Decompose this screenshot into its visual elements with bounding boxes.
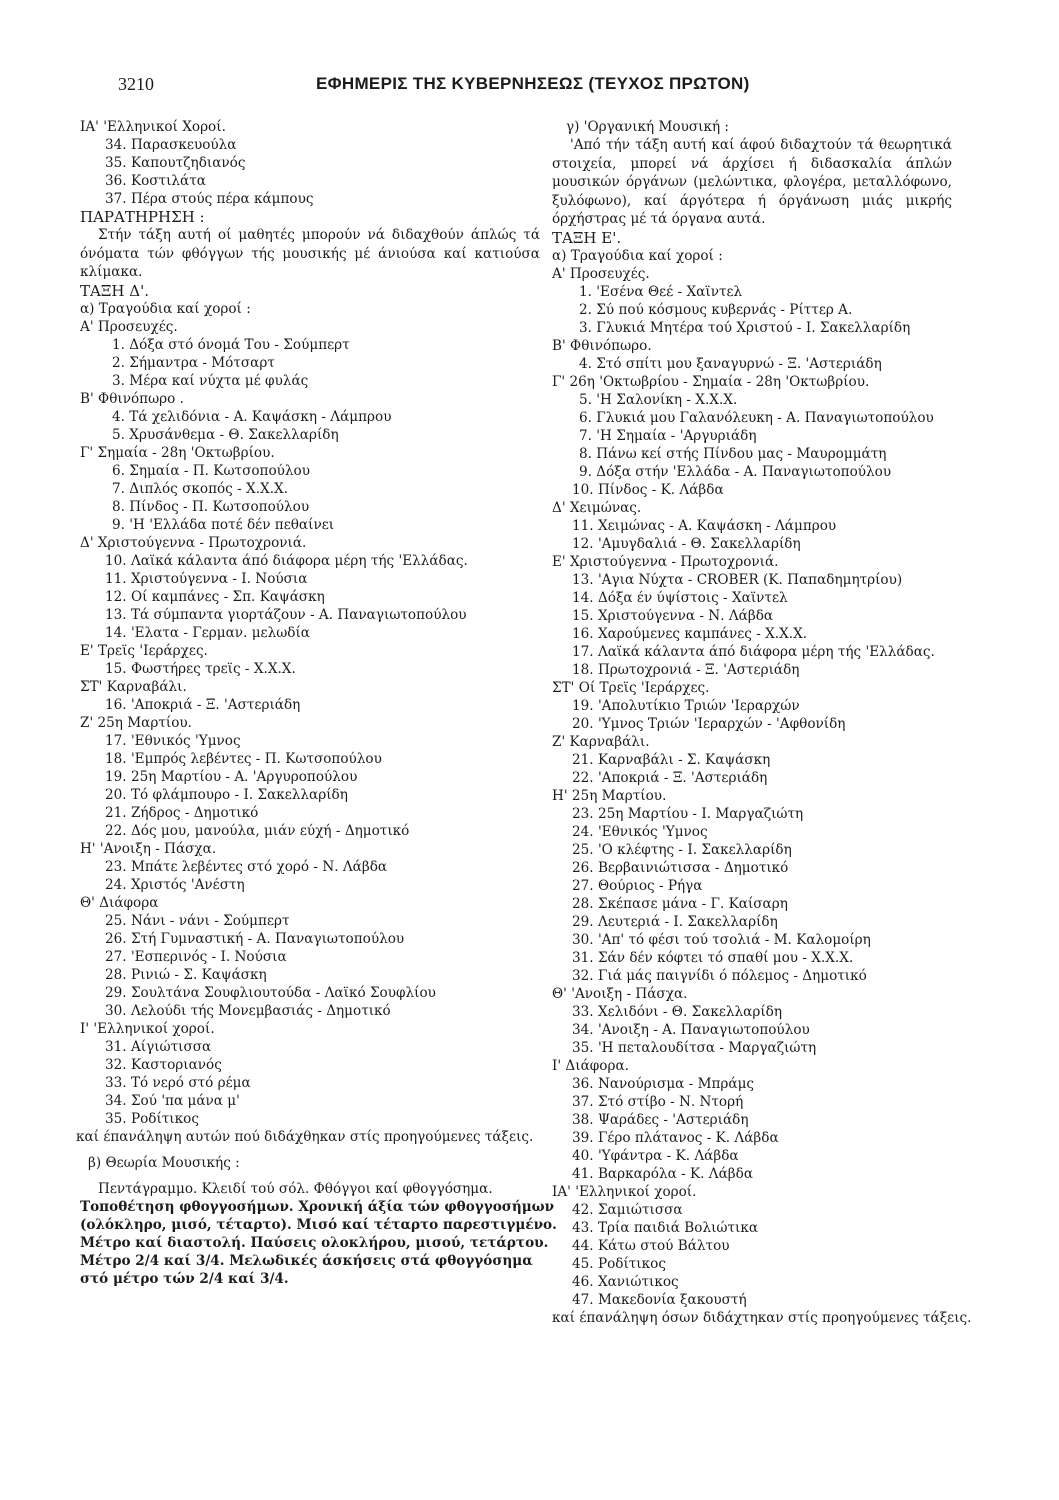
group-title: Ι' 'Ελληνικοί χοροί.: [80, 1020, 215, 1037]
group-title: Ε' Τρεϊς 'Ιεράρχες.: [80, 642, 208, 659]
list-item: 2. Σύ πού κόσμους κυβερνάς - Ρίττερ Α.: [579, 301, 853, 318]
list-item: 11. Χριστούγεννα - Ι. Νούσια: [105, 570, 308, 587]
list-item: 26. Στή Γυμναστική - Α. Παναγιωτοπούλου: [105, 930, 405, 947]
group-title: Ε' Χριστούγεννα - Πρωτοχρονιά.: [552, 553, 779, 570]
list-item: 26. Βερβαινιώτισσα - Δημοτικό: [572, 859, 789, 876]
songs-title: α) Τραγούδια καί χοροί :: [80, 300, 251, 317]
right-groups: [552, 265, 952, 1309]
left-column: [76, 118, 557, 1288]
list-item: 35. Ροδίτικος: [105, 1110, 199, 1127]
list-item: 18. Πρωτοχρονιά - Ξ. 'Αστεριάδη: [572, 661, 800, 678]
list-item: 46. Χανιώτικος: [572, 1273, 679, 1290]
group-title: ΙΑ' 'Ελληνικοί χοροί.: [552, 1183, 697, 1200]
list-item: 6. Γλυκιά μου Γαλανόλευκη - Α. Παναγιωτοπούλου: [579, 409, 934, 426]
list-item: 27. 'Εσπερινός - Ι. Νούσια: [105, 948, 287, 965]
list-item: 32. Καστοριανός: [105, 1056, 222, 1073]
theory-line: Μέτρο 2/4 καί 3/4. Μελωδικές άσκήσεις στά φθογγόσημα: [80, 1253, 533, 1269]
list-item: 15. Φωστήρες τρεϊς - Χ.Χ.Χ.: [105, 660, 296, 677]
group-title: Γ' Σημαία - 28η 'Οκτωβρίου.: [80, 444, 275, 461]
list-item: 31. Σάν δέν κόφτει τό σπαθί μου - Χ.Χ.Χ.: [572, 949, 854, 966]
group-title: Β' Φθινόπωρο.: [552, 337, 652, 354]
list-item: 30. 'Απ' τό φέσι τού τσολιά - Μ. Καλομοίρη: [572, 931, 871, 948]
list-item: 11. Χειμώνας - Α. Καψάσκη - Λάμπρου: [572, 517, 837, 534]
list-item: 38. Ψαράδες - 'Αστεριάδη: [572, 1111, 749, 1128]
list-item: 37. Στό στίβο - Ν. Ντορή: [572, 1093, 744, 1110]
list-item: 28. Σκέπασε μάνα - Γ. Καίσαρη: [572, 895, 788, 912]
list-item: 3. Γλυκιά Μητέρα τού Χριστού - Ι. Σακελλαρίδη: [579, 319, 911, 336]
group-title: Η' 'Ανοιξη - Πάσχα.: [80, 840, 217, 857]
group-title: ΣΤ' Οί Τρεϊς 'Ιεράρχες.: [552, 679, 710, 696]
list-item: 39. Γέρο πλάτανος - Κ. Λάβδα: [572, 1129, 779, 1146]
list-item: 9. Δόξα στήν 'Ελλάδα - Α. Παναγιωτοπούλου: [579, 463, 892, 480]
list-item: 14. 'Ελατα - Γερμαν. μελωδία: [105, 624, 310, 641]
list-item: 40. 'Υφάντρα - Κ. Λάβδα: [572, 1147, 739, 1164]
group-title: Ζ' 25η Μαρτίου.: [80, 714, 192, 731]
list-item: 33. Χελιδόνι - Θ. Σακελλαρίδη: [572, 1003, 782, 1020]
list-item: 16. Χαρούμενες καμπάνες - Χ.Χ.Χ.: [572, 625, 808, 642]
songs-title-e: α) Τραγούδια καί χοροί :: [552, 247, 723, 264]
class-e-title: ΤΑΞΗ Ε'.: [552, 228, 622, 247]
list-item: 7. 'Η Σημαία - 'Αργυριάδη: [579, 427, 757, 444]
list-item: 24. 'Εθνικός 'Υμνος: [572, 823, 708, 840]
list-item: 34. 'Ανοιξη - Α. Παναγιωτοπούλου: [572, 1021, 810, 1038]
theory-line: Μέτρο καί διαστολή. Παύσεις ολοκλήρου, μισού, τετάρτου.: [80, 1235, 549, 1251]
list-item: 8. Πάνω κεί στής Πίνδου μας - Μαυρομμάτη: [579, 445, 887, 462]
list-item: 47. Μακεδονία ξακουστή: [572, 1291, 747, 1308]
list-item: 19. 25η Μαρτίου - Α. 'Αργυροπούλου: [105, 768, 358, 785]
group-title: Α' Προσευχές.: [80, 318, 178, 335]
list-item: 24. Χριστός 'Ανέστη: [105, 876, 245, 893]
group-title: Α' Προσευχές.: [552, 265, 650, 282]
list-item: 12. Οί καμπάνες - Σπ. Καψάσκη: [105, 588, 325, 605]
section-ia-title: ΙΑ' 'Ελληνικοί Χοροί.: [80, 119, 226, 135]
list-item: 41. Βαρκαρόλα - Κ. Λάβδα: [572, 1165, 753, 1182]
list-item: 12. 'Αμυγδαλιά - Θ. Σακελλαρίδη: [572, 535, 801, 552]
gazette-title: ΕΦΗΜΕΡΙΣ ΤΗΣ ΚΥΒΕΡΝΗΣΕΩΣ (ΤΕΥΧΟΣ ΠΡΩΤΟΝ): [316, 74, 750, 93]
theory-line: Τοποθέτηση φθογγοσήμων. Χρονική άξία τών φθογγοσήμων: [80, 1199, 555, 1215]
list-item: 31. Αίγιώτισσα: [105, 1038, 212, 1055]
list-item: 34. Παρασκευούλα: [105, 137, 237, 153]
list-item: 19. 'Απολυτίκιο Τριών 'Ιεραρχών: [572, 697, 800, 714]
list-item: 1. 'Εσένα Θεέ - Χαϊντελ: [579, 283, 743, 300]
list-item: 25. Νάνι - νάνι - Σούμπερτ: [105, 912, 290, 929]
list-item: 35. Καπουτζηδιανός: [105, 155, 246, 171]
list-item: 21. Καρναβάλι - Σ. Καψάσκη: [572, 751, 771, 768]
list-item: 29. Σουλτάνα Σουφλιουτούδα - Λαϊκό Σουφλίου: [105, 984, 436, 1001]
list-item: 20. Τό φλάμπουρο - Ι. Σακελλαρίδη: [105, 786, 348, 803]
group-title: Δ' Χειμώνας.: [552, 499, 642, 516]
group-title: Ι' Διάφορα.: [552, 1057, 629, 1074]
list-item: 14. Δόξα έν ύψίστοις - Χαϊντελ: [572, 589, 788, 606]
group-title: Γ' 26η 'Οκτωβρίου - Σημαία - 28η 'Οκτωβρίου.: [552, 373, 870, 390]
organ-text: 'Από τήν τάξη αυτή καί άφού διδαχτούν τά θεωρητικά στοιχεία, μπορεί νά άρχίσει ή διδασκαλία άπλών μουσικών όργάνων (μελώντικα, φλογέρα, μεταλλόφωνο, ξυλόφωνο), καί άργότερα ή όργάνωση μιάς μικρής όρχήστρας μέ τά όργανα αυτά.: [552, 137, 952, 227]
theory-text: [80, 1180, 557, 1288]
list-item: 13. Τά σύμπαντα γιορτάζουν - Α. Παναγιωτοπούλου: [105, 606, 467, 623]
list-item: 1. Δόξα στό όνομά Του - Σούμπερτ: [112, 336, 350, 353]
list-item: 33. Τό νερό στό ρέμα: [105, 1074, 251, 1091]
list-item: 23. 25η Μαρτίου - Ι. Μαργαζιώτη: [572, 805, 804, 822]
list-item: 37. Πέρα στούς πέρα κάμπους: [105, 191, 314, 207]
group-title: Θ' 'Ανοιξη - Πάσχα.: [552, 985, 688, 1002]
group-title: Η' 25η Μαρτίου.: [552, 787, 667, 804]
list-item: 30. Λελούδι τής Μονεμβασιάς - Δημοτικό: [105, 1002, 391, 1019]
repeat-note: καί έπανάληψη αυτών πού διδάχθηκαν στίς προηγούμενες τάξεις.: [76, 1128, 534, 1145]
list-item: 13. 'Αγια Νύχτα - CROBER (Κ. Παπαδημητρίου): [572, 571, 903, 588]
page-header: [118, 74, 963, 104]
list-item: 15. Χριστούγεννα - Ν. Λάβδα: [572, 607, 774, 624]
list-item: 44. Κάτω στού Βάλτου: [572, 1237, 730, 1254]
group-title: Δ' Χριστούγεννα - Πρωτοχρονιά.: [80, 534, 307, 551]
list-item: 20. 'Υμνος Τριών 'Ιεραρχών - 'Αφθονίδη: [572, 715, 846, 732]
list-item: 45. Ροδίτικος: [572, 1255, 666, 1272]
list-item: 8. Πίνδος - Π. Κωτσοπούλου: [112, 498, 310, 515]
list-item: 36. Κοστιλάτα: [105, 173, 206, 189]
list-item: 4. Τά χελιδόνια - Α. Καψάσκη - Λάμπρου: [112, 408, 392, 425]
list-item: 16. 'Αποκριά - Ξ. 'Αστεριάδη: [105, 696, 301, 713]
group-title: Θ' Διάφορα: [80, 894, 159, 911]
list-item: 29. Λευτεριά - Ι. Σακελλαρίδη: [572, 913, 778, 930]
list-item: 10. Λαϊκά κάλαντα άπό διάφορα μέρη τής 'Ελλάδας.: [105, 552, 468, 569]
page-number: 3210: [118, 74, 154, 94]
theory-title: β) Θεωρία Μουσικής :: [88, 1155, 240, 1171]
left-groups: [80, 318, 540, 1128]
list-item: 43. Τρία παιδιά Βολιώτικα: [572, 1219, 759, 1236]
theory-line: Πεντάγραμμο. Κλειδί τού σόλ. Φθόγγοι καί φθογγόσημα.: [98, 1181, 493, 1197]
list-item: 7. Διπλός σκοπός - Χ.Χ.Χ.: [112, 480, 289, 497]
note-text: Στήν τάξη αυτή οί μαθητές μπορούν νά διδαχθούν άπλώς τά όνόματα τών φθόγγων τής μουσικής μέ άνιούσα καί κατιούσα κλίμακα.: [80, 227, 540, 280]
list-item: 2. Σήμαντρα - Μότσαρτ: [112, 354, 275, 371]
list-item: 23. Μπάτε λεβέντες στό χορό - Ν. Λάβδα: [105, 858, 388, 875]
note-title: ΠΑΡΑΤΗΡΗΣΗ :: [80, 208, 205, 226]
list-item: 35. 'Η πεταλουδίτσα - Μαργαζιώτη: [572, 1039, 817, 1056]
list-item: 21. Ζήδρος - Δημοτικό: [105, 804, 259, 821]
list-item: 22. 'Αποκριά - Ξ. 'Αστεριάδη: [572, 769, 768, 786]
repeat-note-e: καί έπανάληψη όσων διδάχτηκαν στίς προηγούμενες τάξεις.: [552, 1309, 972, 1326]
organ-title: γ) 'Οργανική Μουσική :: [566, 119, 729, 135]
group-title: Β' Φθινόπωρο .: [80, 390, 184, 407]
theory-line: στό μέτρο τών 2/4 καί 3/4.: [80, 1271, 289, 1287]
class-d-title: ΤΑΞΗ Δ'.: [80, 281, 149, 300]
list-item: 5. Χρυσάνθεμα - Θ. Σακελλαρίδη: [112, 426, 339, 443]
list-item: 32. Γιά μάς παιγνίδι ό πόλεμος - Δημοτικό: [572, 967, 867, 984]
list-item: 17. Λαϊκά κάλαντα άπό διάφορα μέρη τής 'Ελλάδας.: [572, 643, 935, 660]
group-title: Ζ' Καρναβάλι.: [552, 733, 650, 750]
list-item: 42. Σαμιώτισσα: [572, 1201, 683, 1218]
list-item: 3. Μέρα καί νύχτα μέ φυλάς: [112, 372, 309, 389]
list-item: 17. 'Εθνικός 'Υμνος: [105, 732, 241, 749]
list-item: 4. Στό σπίτι μου ξαναγυρνώ - Ξ. 'Αστεριάδη: [579, 355, 882, 372]
right-column: [552, 118, 972, 1327]
list-item: 22. Δός μου, μανούλα, μιάν εύχή - Δημοτικό: [105, 822, 410, 839]
list-item: 25. 'Ο κλέφτης - Ι. Σακελλαρίδη: [572, 841, 792, 858]
list-item: 9. 'Η 'Ελλάδα ποτέ δέν πεθαίνει: [112, 516, 335, 533]
list-item: 18. 'Εμπρός λεβέντες - Π. Κωτσοπούλου: [105, 750, 382, 767]
theory-line: (ολόκληρο, μισό, τέταρτο). Μισό καί τέταρτο παρεστιγμένο.: [80, 1217, 557, 1233]
list-item: 6. Σημαία - Π. Κωτσοπούλου: [112, 462, 310, 479]
list-item: 36. Νανούρισμα - Μπράμς: [572, 1075, 755, 1092]
list-item: 10. Πίνδος - Κ. Λάβδα: [572, 481, 724, 498]
list-item: 27. Θούριος - Ρήγα: [572, 877, 703, 894]
ia-list: [80, 136, 540, 208]
list-item: 34. Σού 'πα μάνα μ': [105, 1092, 240, 1109]
group-title: ΣΤ' Καρναβάλι.: [80, 678, 187, 695]
list-item: 5. 'Η Σαλονίκη - Χ.Χ.Χ.: [579, 391, 738, 408]
list-item: 28. Ρινιώ - Σ. Καψάσκη: [105, 966, 267, 983]
